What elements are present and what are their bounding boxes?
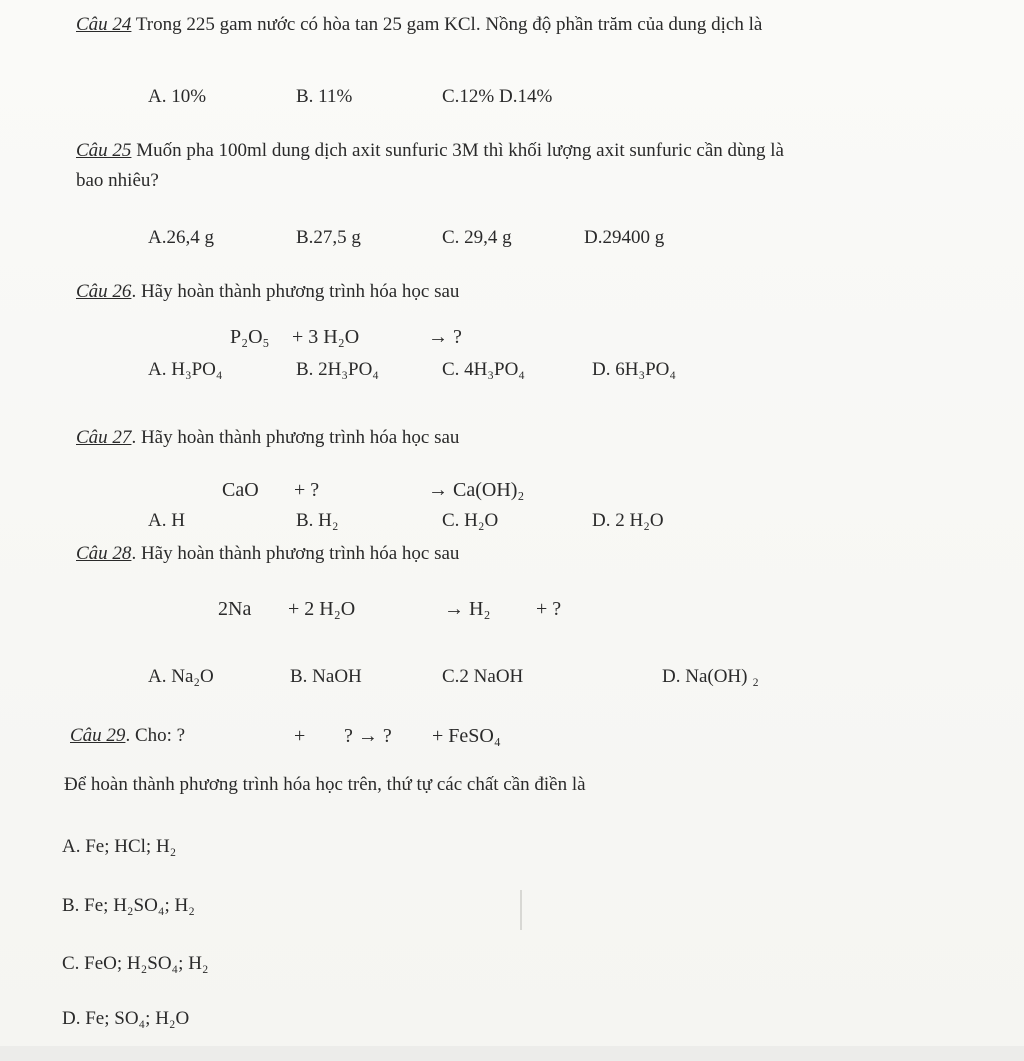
option-a: A. Na₂O — [148, 666, 214, 687]
equation-tail: + ? — [536, 598, 562, 620]
question-text: Trong 225 gam nước có hòa tan 25 gam KCl. Nồng độ phần trăm của dung dịch là — [131, 14, 763, 35]
equation-right: → H₂ — [444, 598, 491, 620]
question-26 — [76, 281, 459, 303]
option-b: B. H₂ — [296, 510, 339, 531]
option-a: A. Fe; HCl; H₂ — [62, 836, 177, 857]
equation-middle: ? → ? — [344, 725, 392, 747]
option-c: C. 29,4 g — [442, 227, 512, 248]
equation-plus: + ? — [294, 479, 320, 501]
option-c-d: C.12% D.14% — [442, 86, 553, 107]
option-c: C. H₂O — [442, 510, 499, 531]
equation-plus: + 2 H₂O — [288, 598, 356, 620]
option-d: D. Fe; SO₄; H₂O — [62, 1008, 190, 1029]
question-label: Câu 25 — [76, 140, 132, 161]
question-text: . Hãy hoàn thành phương trình hóa học sau — [131, 281, 460, 302]
question-29-prompt: Để hoàn thành phương trình hóa học trên, thứ tự các chất cần điền là — [64, 774, 586, 795]
option-d: D.29400 g — [584, 227, 665, 248]
question-label: Câu 29 — [70, 725, 126, 746]
option-c: C. 4H₃PO₄ — [442, 359, 525, 380]
option-d: D. 6H₃PO₄ — [592, 359, 676, 380]
option-b: B. 2H₃PO₄ — [296, 359, 379, 380]
equation-tail: + FeSO₄ — [432, 725, 501, 747]
option-d: D. 2 H₂O — [592, 510, 664, 531]
question-text: . Hãy hoàn thành phương trình hóa học sau — [131, 543, 460, 564]
question-24 — [76, 14, 762, 36]
equation-right: → Ca(OH)₂ — [428, 479, 525, 501]
question-text: . Cho: ? — [125, 725, 186, 746]
option-d: D. Na(OH) ₂ — [662, 666, 759, 687]
option-c: C.2 NaOH — [442, 666, 524, 687]
question-29 — [70, 725, 185, 747]
question-25 — [76, 140, 784, 162]
option-a: A. H — [148, 510, 185, 531]
option-c: C. FeO; H₂SO₄; H₂ — [62, 953, 209, 974]
option-b: B.27,5 g — [296, 227, 361, 248]
equation-plus: + 3 H₂O — [292, 326, 360, 348]
question-label: Câu 26 — [76, 281, 132, 302]
equation-left: 2Na — [218, 598, 252, 620]
option-a: A.26,4 g — [148, 227, 214, 248]
option-b: B. Fe; H₂SO₄; H₂ — [62, 895, 195, 916]
question-label: Câu 28 — [76, 543, 132, 564]
question-label: Câu 27 — [76, 427, 132, 448]
equation-left: CaO — [222, 479, 259, 501]
question-text: . Hãy hoàn thành phương trình hóa học sau — [131, 427, 460, 448]
equation-right: → ? — [428, 326, 462, 348]
question-27 — [76, 427, 459, 449]
page-bottom-edge — [0, 1046, 1024, 1061]
equation-plus: + — [294, 725, 306, 747]
question-label: Câu 24 — [76, 14, 132, 35]
option-b: B. NaOH — [290, 666, 362, 687]
option-a: A. 10% — [148, 86, 207, 107]
equation-left: P₂O₅ — [230, 326, 270, 348]
question-text: Muốn pha 100ml dung dịch axit sunfuric 3M thì khối lượng axit sunfuric cần dùng là — [131, 140, 784, 161]
question-25-continued: bao nhiêu? — [76, 170, 159, 191]
paper-mark — [520, 890, 522, 930]
option-a: A. H₃PO₄ — [148, 359, 223, 380]
question-28 — [76, 543, 459, 565]
option-b: B. 11% — [296, 86, 353, 107]
